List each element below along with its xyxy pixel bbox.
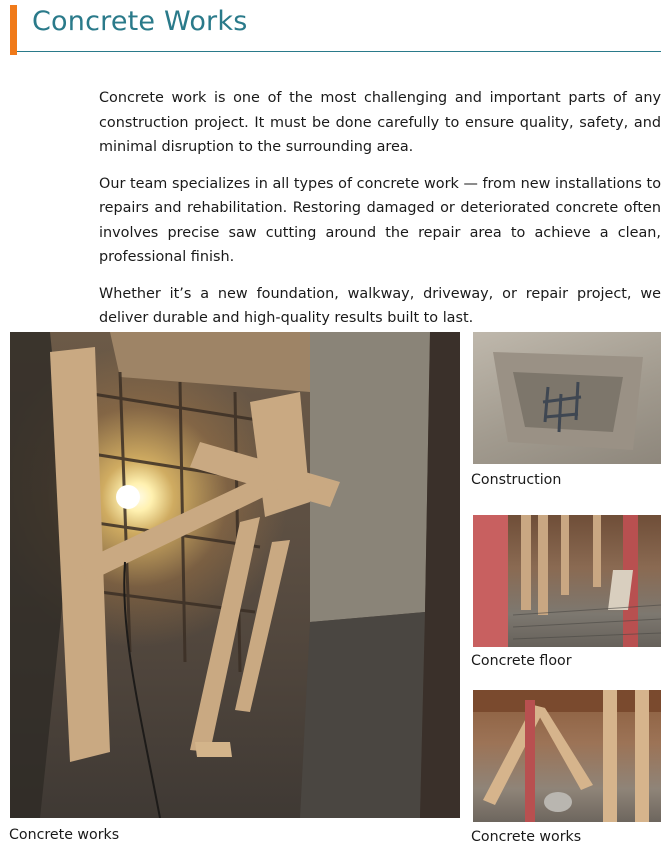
construction-illustration — [473, 332, 661, 464]
caption-concrete-floor: Concrete floor — [471, 653, 572, 669]
title-underline — [17, 51, 661, 52]
intro-text — [99, 86, 661, 343]
concrete-floor-illustration — [473, 515, 661, 647]
main-photo-caption: Concrete works — [9, 827, 120, 843]
photo-construction — [473, 332, 661, 464]
caption-construction: Construction — [471, 472, 562, 488]
paragraph-2: Our team specializes in all types of concrete work — from new installations to repairs and rehabilitation. Restoring damaged or deteriorated concrete often involves precise saw cutting around the repair area to achieve a clean, professional finish. — [99, 175, 661, 265]
photo-concrete-works-small — [473, 690, 661, 822]
title-accent-bar — [10, 5, 17, 55]
photo-concrete-floor — [473, 515, 661, 647]
paragraph-1: Concrete work is one of the most challenging and important parts of any construction project. It must be done carefully to ensure quality, safety, and minimal disruption to the surrounding area. — [99, 90, 661, 155]
main-photo-illustration — [10, 332, 460, 818]
main-photo-concrete-works — [10, 332, 460, 818]
page-title: Concrete Works — [32, 6, 248, 37]
paragraph-3: Whether it’s a new foundation, walkway, driveway, or repair project, we deliver durable and high-quality results built to last. — [99, 285, 661, 326]
caption-concrete-works-small: Concrete works — [471, 829, 582, 845]
concrete-works-small-illustration — [473, 690, 661, 822]
